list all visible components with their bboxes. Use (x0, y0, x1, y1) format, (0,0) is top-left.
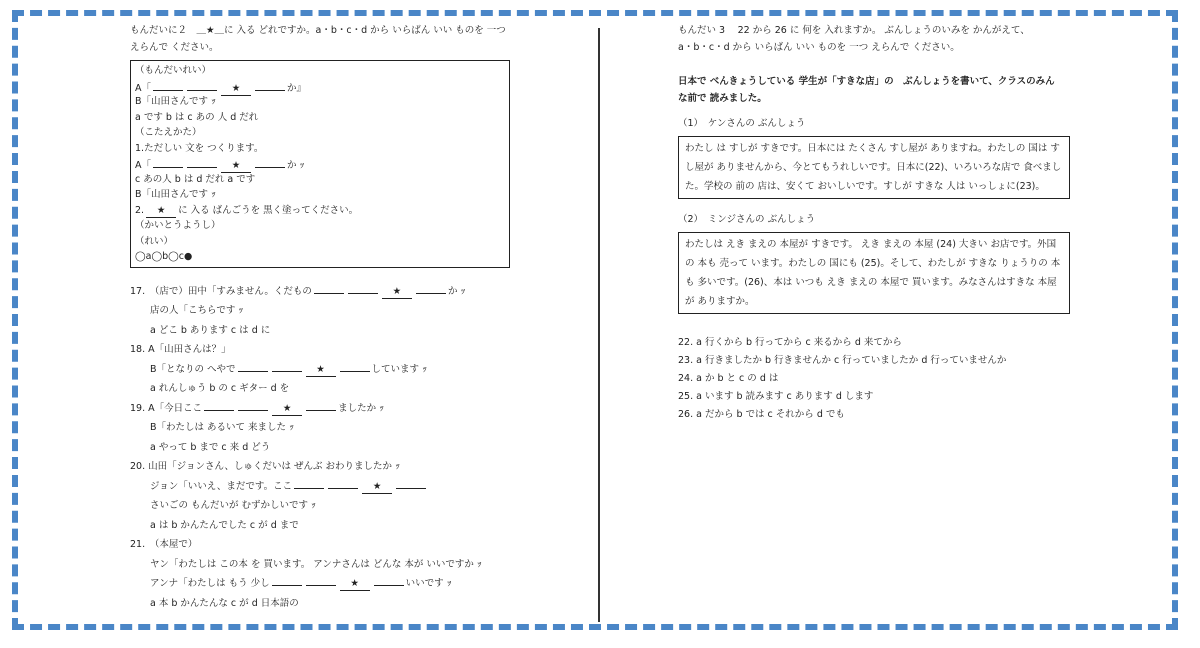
blank (153, 156, 183, 168)
blank (340, 360, 370, 372)
q19-line-1 (130, 399, 570, 419)
q19-choices: a やって b まで c 来 d どう (150, 441, 271, 453)
text: A「 (135, 160, 151, 171)
blank (374, 574, 404, 586)
example-a-line (135, 79, 505, 95)
blank (272, 574, 302, 586)
example-b2-line: B「山田さんです ｯ (135, 189, 216, 200)
left-column (130, 22, 570, 613)
blank (187, 156, 217, 168)
q21-line-1: 21. （本屋で） (130, 539, 198, 550)
star-blank: ★ (221, 159, 251, 173)
step-1: 1.ただしい 文を つくります。 (135, 142, 264, 154)
example-choices: a です b は c あの 人 d だれ (135, 111, 259, 123)
q21-choices: a 本 b かんたんな c が d 日本語の (150, 597, 299, 609)
example-label: （れい） (135, 235, 174, 247)
intro-line-1: もんだいに２ ＿★＿に 入る どれですか。a・b・c・d から いらばん いい ものを 一つ (130, 25, 506, 36)
spacer (678, 56, 1078, 73)
choice-26: 26. a だから b では c それから d でも (678, 409, 845, 420)
blank (272, 360, 302, 372)
q20-choices: a は b かんたんでした c が d まで (150, 519, 299, 531)
text: ましたか ｯ (338, 402, 384, 414)
q19-line-2: B「わたしは あるいて 来ました ｯ (150, 422, 294, 433)
example-b-line: B「山田さんです ｯ (135, 96, 216, 107)
blank (204, 399, 234, 411)
ken-passage: わたし は すしが すきです。日本には たくさん すし屋が ありますね。わたしの 国は すし屋が ありませんから、今とてもうれしいです。日本に(22)、いろいろな店で 食べました。学校の 前の 店は、安くて おいしいです。すしが すきな 人は いっしょに(23)。 (678, 136, 1070, 199)
column-divider (598, 28, 600, 622)
text: ジョン「いいえ、まだです。ここ (150, 480, 293, 492)
intro-line-2: えらんで ください。 (130, 42, 219, 53)
blank (396, 477, 426, 489)
choice-list (678, 334, 1078, 424)
blank (348, 282, 378, 294)
star-blank: ★ (340, 577, 370, 591)
blank (153, 79, 183, 91)
choice-25: 25. a います b 読みます c あります d します (678, 391, 874, 402)
example-title: （もんだいれい） (135, 65, 212, 76)
q20-line-2 (130, 477, 570, 497)
text: アンナ「わたしは もう 少し (150, 578, 270, 589)
question-20 (130, 457, 570, 535)
text: しています ｯ (371, 363, 427, 375)
q18-choices: a れんしゅう b の c ギター d を (150, 383, 290, 394)
question-21 (130, 535, 570, 613)
choice-22: 22. a 行くから b 行ってから c 来るから d 来てから (678, 337, 902, 348)
blank (255, 156, 285, 168)
blank (294, 477, 324, 489)
text: か ｯ (287, 160, 305, 171)
blank (306, 574, 336, 586)
star-blank: ★ (362, 480, 392, 494)
choice-24: 24. a か b と c の d は (678, 373, 779, 384)
minji-passage: わたしは えき まえの 本屋が すきです。 えき まえの 本屋 (24) 大きい お店です。外国の 本も 売って います。わたしの 国にも (25)。そして、わたしが すきな りょうりの 本も 多いです。(26)、本は いつも えき まえの 本屋で 買います。みなさんはすきな 本屋が ありますか。 (678, 232, 1070, 314)
q17-line-1 (130, 282, 570, 302)
blank (328, 477, 358, 489)
q21-line-3 (130, 574, 570, 594)
text: A「 (135, 82, 151, 94)
star-blank: ★ (221, 82, 251, 96)
answer-sheet-label: （かいとうようし） (135, 220, 221, 231)
spacer (678, 326, 1078, 334)
choice-23: 23. a 行きましたか b 行きませんか c 行っていましたか d 行っていませんか (678, 355, 1007, 366)
q17-choices: a どこ b あります c は d に (150, 324, 271, 336)
blank (187, 79, 217, 91)
text: に 入る ばんごうを 黒く塗ってください。 (178, 204, 359, 216)
text: 19. A「今日ここ (130, 402, 203, 414)
question-17 (130, 282, 570, 341)
context-line-2: な前で 読みました。 (678, 93, 767, 104)
step-2 (135, 203, 505, 219)
blank (416, 282, 446, 294)
blank (255, 79, 285, 91)
intro-line-1: もんだい 3 22 から 26 に 何を 入れますか。 ぶんしょうのいみを かんがえて、 (678, 25, 1030, 36)
question-18 (130, 340, 570, 399)
minji-title: （2） ミンジさんの ぶんしょう (678, 214, 816, 225)
text: 2. (135, 204, 145, 216)
text: B「となりの へやで (150, 363, 236, 375)
spacer (678, 107, 1078, 115)
example-box (130, 60, 510, 268)
question-19 (130, 399, 570, 458)
text: か ｯ (447, 285, 466, 297)
example-a2-line (135, 156, 505, 172)
blank (306, 399, 336, 411)
q20-line-3: さいごの もんだいが むずかしいです ｯ (150, 500, 316, 511)
q20-line-1: 20. 山田「ジョンさん、しゅくだいは ぜんぶ おわりましたか ｯ (130, 461, 400, 472)
answer-marks: ◯a◯b◯c● (135, 251, 193, 262)
blank (314, 282, 344, 294)
order-line: c あの人 b は d だれ a です (135, 173, 256, 185)
star-blank: ★ (382, 285, 412, 299)
star-blank: ★ (272, 402, 302, 416)
text: いいです ｯ (405, 578, 452, 589)
text: 17. （店で）田中「すみません。くだもの (130, 285, 312, 297)
right-column (678, 22, 1078, 424)
ken-title: （1） ケンさんの ぶんしょう (678, 118, 806, 129)
context-line-1: 日本で べんきょうしている 学生が「すきな店」の ぶんしょうを書いて、クラスのみん (678, 76, 1055, 87)
blank (238, 360, 268, 372)
blank (238, 399, 268, 411)
star-blank: ★ (306, 363, 336, 377)
q21-line-2: ヤン「わたしは この本 を 買います。 アンナさんは どんな 本が いいですか ｯ (150, 558, 482, 570)
answer-title: （こたえかた） (135, 127, 202, 138)
q18-line-2 (130, 360, 570, 380)
star-blank: ★ (146, 204, 176, 218)
intro-line-2: a・b・c・d から いらばん いい ものを 一つ えらんで ください。 (678, 42, 960, 53)
q18-line-1: 18. A「山田さんは？」 (130, 344, 231, 355)
text: か』 (287, 82, 307, 94)
q17-line-2: 店の人「こちらです ｯ (150, 305, 244, 316)
